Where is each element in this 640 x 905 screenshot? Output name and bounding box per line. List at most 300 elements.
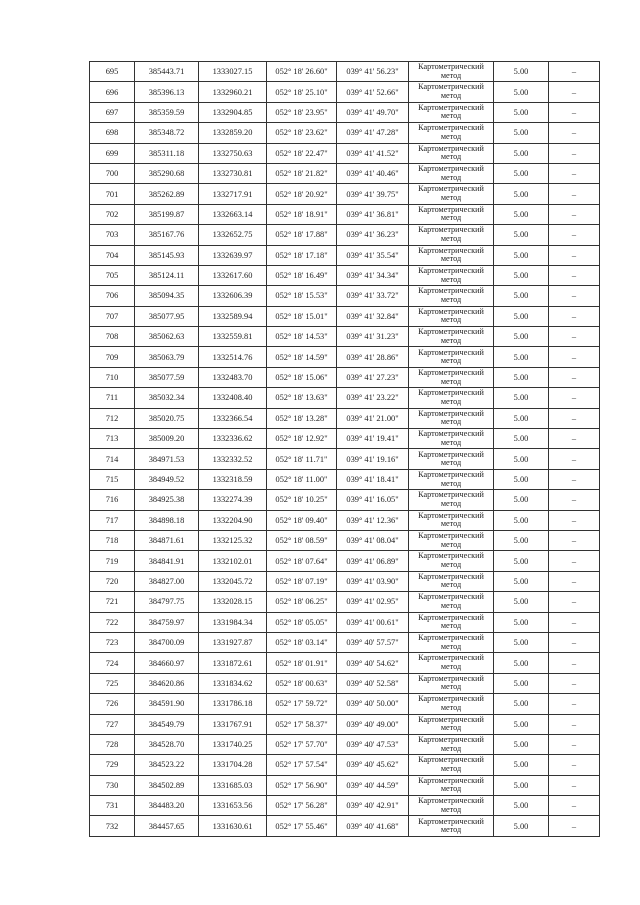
latitude-cell: 052° 18' 11.71" [267,449,337,469]
accuracy-cell: 5.00 [494,429,549,449]
longitude-cell: 039° 41' 00.61" [337,612,409,632]
note-cell: – [549,816,600,836]
longitude-cell: 039° 41' 32.84" [337,306,409,326]
x-coordinate-cell: 385311.18 [135,143,199,163]
longitude-cell: 039° 41' 08.04" [337,530,409,550]
x-coordinate-cell: 384700.09 [135,632,199,652]
table-row [90,163,600,183]
x-coordinate-cell: 384898.18 [135,510,199,530]
method-cell: Картометрический метод [409,225,494,245]
y-coordinate-cell: 1332366.54 [199,408,267,428]
table-row [90,816,600,836]
point-number-cell: 724 [90,653,135,673]
latitude-cell: 052° 18' 15.06" [267,367,337,387]
latitude-cell: 052° 18' 21.82" [267,163,337,183]
y-coordinate-cell: 1331984.34 [199,612,267,632]
accuracy-cell: 5.00 [494,714,549,734]
longitude-cell: 039° 41' 52.66" [337,82,409,102]
table-row [90,245,600,265]
accuracy-cell: 5.00 [494,775,549,795]
accuracy-cell: 5.00 [494,490,549,510]
accuracy-cell: 5.00 [494,734,549,754]
point-number-cell: 701 [90,184,135,204]
latitude-cell: 052° 17' 59.72" [267,694,337,714]
note-cell: – [549,449,600,469]
accuracy-cell: 5.00 [494,592,549,612]
table-row [90,429,600,449]
latitude-cell: 052° 18' 15.53" [267,286,337,306]
method-cell: Картометрический метод [409,408,494,428]
longitude-cell: 039° 41' 21.00" [337,408,409,428]
latitude-cell: 052° 18' 13.28" [267,408,337,428]
x-coordinate-cell: 384949.52 [135,469,199,489]
point-number-cell: 719 [90,551,135,571]
point-number-cell: 705 [90,265,135,285]
point-number-cell: 729 [90,755,135,775]
x-coordinate-cell: 384971.53 [135,449,199,469]
method-cell: Картометрический метод [409,510,494,530]
method-cell: Картометрический метод [409,388,494,408]
accuracy-cell: 5.00 [494,245,549,265]
y-coordinate-cell: 1332859.20 [199,123,267,143]
accuracy-cell: 5.00 [494,102,549,122]
y-coordinate-cell: 1332336.62 [199,429,267,449]
point-number-cell: 730 [90,775,135,795]
longitude-cell: 039° 41' 19.41" [337,429,409,449]
longitude-cell: 039° 40' 50.00" [337,694,409,714]
x-coordinate-cell: 385199.87 [135,204,199,224]
y-coordinate-cell: 1332904.85 [199,102,267,122]
y-coordinate-cell: 1332274.39 [199,490,267,510]
y-coordinate-cell: 1332606.39 [199,286,267,306]
table-row [90,469,600,489]
point-number-cell: 698 [90,123,135,143]
x-coordinate-cell: 384925.38 [135,490,199,510]
method-cell: Картометрический метод [409,694,494,714]
point-number-cell: 700 [90,163,135,183]
note-cell: – [549,184,600,204]
y-coordinate-cell: 1332204.90 [199,510,267,530]
method-cell: Картометрический метод [409,102,494,122]
method-cell: Картометрический метод [409,653,494,673]
method-cell: Картометрический метод [409,429,494,449]
table-row [90,286,600,306]
accuracy-cell: 5.00 [494,551,549,571]
method-cell: Картометрический метод [409,490,494,510]
y-coordinate-cell: 1332332.52 [199,449,267,469]
x-coordinate-cell: 385009.20 [135,429,199,449]
latitude-cell: 052° 18' 17.18" [267,245,337,265]
accuracy-cell: 5.00 [494,530,549,550]
y-coordinate-cell: 1331653.56 [199,796,267,816]
note-cell: – [549,62,600,82]
note-cell: – [549,653,600,673]
latitude-cell: 052° 18' 17.88" [267,225,337,245]
longitude-cell: 039° 40' 47.53" [337,734,409,754]
method-cell: Картометрический метод [409,673,494,693]
longitude-cell: 039° 41' 23.22" [337,388,409,408]
accuracy-cell: 5.00 [494,286,549,306]
latitude-cell: 052° 18' 07.64" [267,551,337,571]
table-row [90,653,600,673]
x-coordinate-cell: 384523.22 [135,755,199,775]
x-coordinate-cell: 385063.79 [135,347,199,367]
longitude-cell: 039° 41' 36.81" [337,204,409,224]
accuracy-cell: 5.00 [494,367,549,387]
y-coordinate-cell: 1333027.15 [199,62,267,82]
note-cell: – [549,510,600,530]
note-cell: – [549,673,600,693]
point-number-cell: 715 [90,469,135,489]
longitude-cell: 039° 41' 02.95" [337,592,409,612]
longitude-cell: 039° 41' 33.72" [337,286,409,306]
point-number-cell: 720 [90,571,135,591]
note-cell: – [549,245,600,265]
y-coordinate-cell: 1332960.21 [199,82,267,102]
y-coordinate-cell: 1332028.15 [199,592,267,612]
note-cell: – [549,306,600,326]
x-coordinate-cell: 385077.95 [135,306,199,326]
x-coordinate-cell: 384528.70 [135,734,199,754]
longitude-cell: 039° 41' 36.23" [337,225,409,245]
latitude-cell: 052° 18' 00.63" [267,673,337,693]
table-row [90,82,600,102]
method-cell: Картометрический метод [409,796,494,816]
table-row [90,734,600,754]
note-cell: – [549,225,600,245]
y-coordinate-cell: 1331685.03 [199,775,267,795]
latitude-cell: 052° 17' 57.70" [267,734,337,754]
latitude-cell: 052° 18' 23.62" [267,123,337,143]
method-cell: Картометрический метод [409,571,494,591]
note-cell: – [549,734,600,754]
accuracy-cell: 5.00 [494,62,549,82]
x-coordinate-cell: 385077.59 [135,367,199,387]
latitude-cell: 052° 18' 18.91" [267,204,337,224]
accuracy-cell: 5.00 [494,694,549,714]
y-coordinate-cell: 1332617.60 [199,265,267,285]
point-number-cell: 714 [90,449,135,469]
method-cell: Картометрический метод [409,734,494,754]
note-cell: – [549,204,600,224]
note-cell: – [549,429,600,449]
latitude-cell: 052° 18' 23.95" [267,102,337,122]
method-cell: Картометрический метод [409,286,494,306]
note-cell: – [549,347,600,367]
x-coordinate-cell: 385167.76 [135,225,199,245]
longitude-cell: 039° 41' 35.54" [337,245,409,265]
latitude-cell: 052° 18' 01.91" [267,653,337,673]
note-cell: – [549,327,600,347]
longitude-cell: 039° 40' 54.62" [337,653,409,673]
note-cell: – [549,592,600,612]
method-cell: Картометрический метод [409,592,494,612]
accuracy-cell: 5.00 [494,796,549,816]
y-coordinate-cell: 1332102.01 [199,551,267,571]
x-coordinate-cell: 384549.79 [135,714,199,734]
accuracy-cell: 5.00 [494,449,549,469]
method-cell: Картометрический метод [409,347,494,367]
table-row [90,530,600,550]
latitude-cell: 052° 18' 10.25" [267,490,337,510]
note-cell: – [549,796,600,816]
accuracy-cell: 5.00 [494,673,549,693]
table-row [90,408,600,428]
table-row [90,571,600,591]
latitude-cell: 052° 18' 09.40" [267,510,337,530]
method-cell: Картометрический метод [409,775,494,795]
method-cell: Картометрический метод [409,612,494,632]
longitude-cell: 039° 40' 41.68" [337,816,409,836]
table-row [90,612,600,632]
x-coordinate-cell: 384483.20 [135,796,199,816]
table-row [90,510,600,530]
method-cell: Картометрический метод [409,265,494,285]
longitude-cell: 039° 41' 18.41" [337,469,409,489]
accuracy-cell: 5.00 [494,816,549,836]
longitude-cell: 039° 41' 31.23" [337,327,409,347]
longitude-cell: 039° 41' 03.90" [337,571,409,591]
point-number-cell: 711 [90,388,135,408]
table-row [90,694,600,714]
x-coordinate-cell: 385290.68 [135,163,199,183]
longitude-cell: 039° 40' 52.58" [337,673,409,693]
table-row [90,184,600,204]
table-row [90,123,600,143]
note-cell: – [549,694,600,714]
x-coordinate-cell: 384502.89 [135,775,199,795]
note-cell: – [549,163,600,183]
x-coordinate-cell: 384660.97 [135,653,199,673]
note-cell: – [549,551,600,571]
note-cell: – [549,286,600,306]
point-number-cell: 718 [90,530,135,550]
table-row [90,102,600,122]
method-cell: Картометрический метод [409,755,494,775]
y-coordinate-cell: 1331630.61 [199,816,267,836]
longitude-cell: 039° 41' 19.16" [337,449,409,469]
latitude-cell: 052° 18' 12.92" [267,429,337,449]
method-cell: Картометрический метод [409,82,494,102]
latitude-cell: 052° 18' 25.10" [267,82,337,102]
method-cell: Картометрический метод [409,184,494,204]
accuracy-cell: 5.00 [494,184,549,204]
x-coordinate-cell: 384759.97 [135,612,199,632]
point-number-cell: 709 [90,347,135,367]
accuracy-cell: 5.00 [494,469,549,489]
x-coordinate-cell: 385020.75 [135,408,199,428]
y-coordinate-cell: 1332483.70 [199,367,267,387]
x-coordinate-cell: 385262.89 [135,184,199,204]
y-coordinate-cell: 1331786.18 [199,694,267,714]
point-number-cell: 722 [90,612,135,632]
x-coordinate-cell: 385396.13 [135,82,199,102]
accuracy-cell: 5.00 [494,163,549,183]
point-number-cell: 727 [90,714,135,734]
method-cell: Картометрический метод [409,306,494,326]
method-cell: Картометрический метод [409,632,494,652]
latitude-cell: 052° 17' 56.90" [267,775,337,795]
method-cell: Картометрический метод [409,245,494,265]
accuracy-cell: 5.00 [494,347,549,367]
point-number-cell: 706 [90,286,135,306]
longitude-cell: 039° 41' 41.52" [337,143,409,163]
x-coordinate-cell: 385062.63 [135,327,199,347]
y-coordinate-cell: 1332318.59 [199,469,267,489]
method-cell: Картометрический метод [409,816,494,836]
latitude-cell: 052° 18' 14.59" [267,347,337,367]
x-coordinate-cell: 384871.61 [135,530,199,550]
longitude-cell: 039° 41' 39.75" [337,184,409,204]
point-number-cell: 716 [90,490,135,510]
longitude-cell: 039° 41' 49.70" [337,102,409,122]
y-coordinate-cell: 1332589.94 [199,306,267,326]
method-cell: Картометрический метод [409,449,494,469]
accuracy-cell: 5.00 [494,327,549,347]
accuracy-cell: 5.00 [494,225,549,245]
x-coordinate-cell: 384797.75 [135,592,199,612]
x-coordinate-cell: 385032.34 [135,388,199,408]
table-row [90,62,600,82]
accuracy-cell: 5.00 [494,408,549,428]
y-coordinate-cell: 1332125.32 [199,530,267,550]
accuracy-cell: 5.00 [494,306,549,326]
longitude-cell: 039° 41' 56.23" [337,62,409,82]
note-cell: – [549,632,600,652]
point-number-cell: 723 [90,632,135,652]
longitude-cell: 039° 41' 40.46" [337,163,409,183]
x-coordinate-cell: 385348.72 [135,123,199,143]
x-coordinate-cell: 385443.71 [135,62,199,82]
table-row [90,755,600,775]
latitude-cell: 052° 17' 55.46" [267,816,337,836]
x-coordinate-cell: 385094.35 [135,286,199,306]
accuracy-cell: 5.00 [494,632,549,652]
point-number-cell: 726 [90,694,135,714]
longitude-cell: 039° 41' 47.28" [337,123,409,143]
y-coordinate-cell: 1331740.25 [199,734,267,754]
method-cell: Картометрический метод [409,62,494,82]
table-row [90,367,600,387]
x-coordinate-cell: 385145.93 [135,245,199,265]
table-row [90,143,600,163]
accuracy-cell: 5.00 [494,265,549,285]
latitude-cell: 052° 18' 13.63" [267,388,337,408]
note-cell: – [549,490,600,510]
note-cell: – [549,367,600,387]
table-row [90,775,600,795]
latitude-cell: 052° 17' 56.28" [267,796,337,816]
point-number-cell: 696 [90,82,135,102]
x-coordinate-cell: 385359.59 [135,102,199,122]
table-row [90,347,600,367]
y-coordinate-cell: 1331704.28 [199,755,267,775]
note-cell: – [549,408,600,428]
note-cell: – [549,755,600,775]
table-row [90,204,600,224]
note-cell: – [549,775,600,795]
point-number-cell: 710 [90,367,135,387]
accuracy-cell: 5.00 [494,612,549,632]
latitude-cell: 052° 18' 15.01" [267,306,337,326]
point-number-cell: 731 [90,796,135,816]
accuracy-cell: 5.00 [494,510,549,530]
longitude-cell: 039° 41' 27.23" [337,367,409,387]
y-coordinate-cell: 1332730.81 [199,163,267,183]
longitude-cell: 039° 40' 57.57" [337,632,409,652]
note-cell: – [549,123,600,143]
point-number-cell: 717 [90,510,135,530]
table-row [90,714,600,734]
note-cell: – [549,612,600,632]
latitude-cell: 052° 18' 20.92" [267,184,337,204]
point-number-cell: 704 [90,245,135,265]
table-row [90,225,600,245]
table-row [90,327,600,347]
latitude-cell: 052° 18' 22.47" [267,143,337,163]
y-coordinate-cell: 1332750.63 [199,143,267,163]
latitude-cell: 052° 18' 07.19" [267,571,337,591]
table-row [90,673,600,693]
accuracy-cell: 5.00 [494,82,549,102]
latitude-cell: 052° 17' 58.37" [267,714,337,734]
table-row [90,796,600,816]
method-cell: Картометрический метод [409,123,494,143]
table-row [90,388,600,408]
latitude-cell: 052° 18' 08.59" [267,530,337,550]
accuracy-cell: 5.00 [494,755,549,775]
longitude-cell: 039° 41' 06.89" [337,551,409,571]
note-cell: – [549,388,600,408]
method-cell: Картометрический метод [409,551,494,571]
accuracy-cell: 5.00 [494,571,549,591]
accuracy-cell: 5.00 [494,143,549,163]
method-cell: Картометрический метод [409,469,494,489]
longitude-cell: 039° 40' 49.00" [337,714,409,734]
point-number-cell: 707 [90,306,135,326]
table-row [90,306,600,326]
point-number-cell: 695 [90,62,135,82]
y-coordinate-cell: 1332408.40 [199,388,267,408]
note-cell: – [549,143,600,163]
y-coordinate-cell: 1332514.76 [199,347,267,367]
accuracy-cell: 5.00 [494,653,549,673]
point-number-cell: 697 [90,102,135,122]
y-coordinate-cell: 1332639.97 [199,245,267,265]
accuracy-cell: 5.00 [494,204,549,224]
y-coordinate-cell: 1331872.61 [199,653,267,673]
latitude-cell: 052° 18' 26.60" [267,62,337,82]
x-coordinate-cell: 384620.86 [135,673,199,693]
y-coordinate-cell: 1332559.81 [199,327,267,347]
method-cell: Картометрический метод [409,163,494,183]
y-coordinate-cell: 1332663.14 [199,204,267,224]
longitude-cell: 039° 41' 12.36" [337,510,409,530]
x-coordinate-cell: 384841.91 [135,551,199,571]
latitude-cell: 052° 18' 03.14" [267,632,337,652]
table-row [90,449,600,469]
longitude-cell: 039° 41' 28.86" [337,347,409,367]
latitude-cell: 052° 18' 14.53" [267,327,337,347]
table-row [90,632,600,652]
latitude-cell: 052° 18' 06.25" [267,592,337,612]
longitude-cell: 039° 40' 44.59" [337,775,409,795]
point-number-cell: 728 [90,734,135,754]
note-cell: – [549,82,600,102]
note-cell: – [549,571,600,591]
y-coordinate-cell: 1331927.87 [199,632,267,652]
point-number-cell: 725 [90,673,135,693]
